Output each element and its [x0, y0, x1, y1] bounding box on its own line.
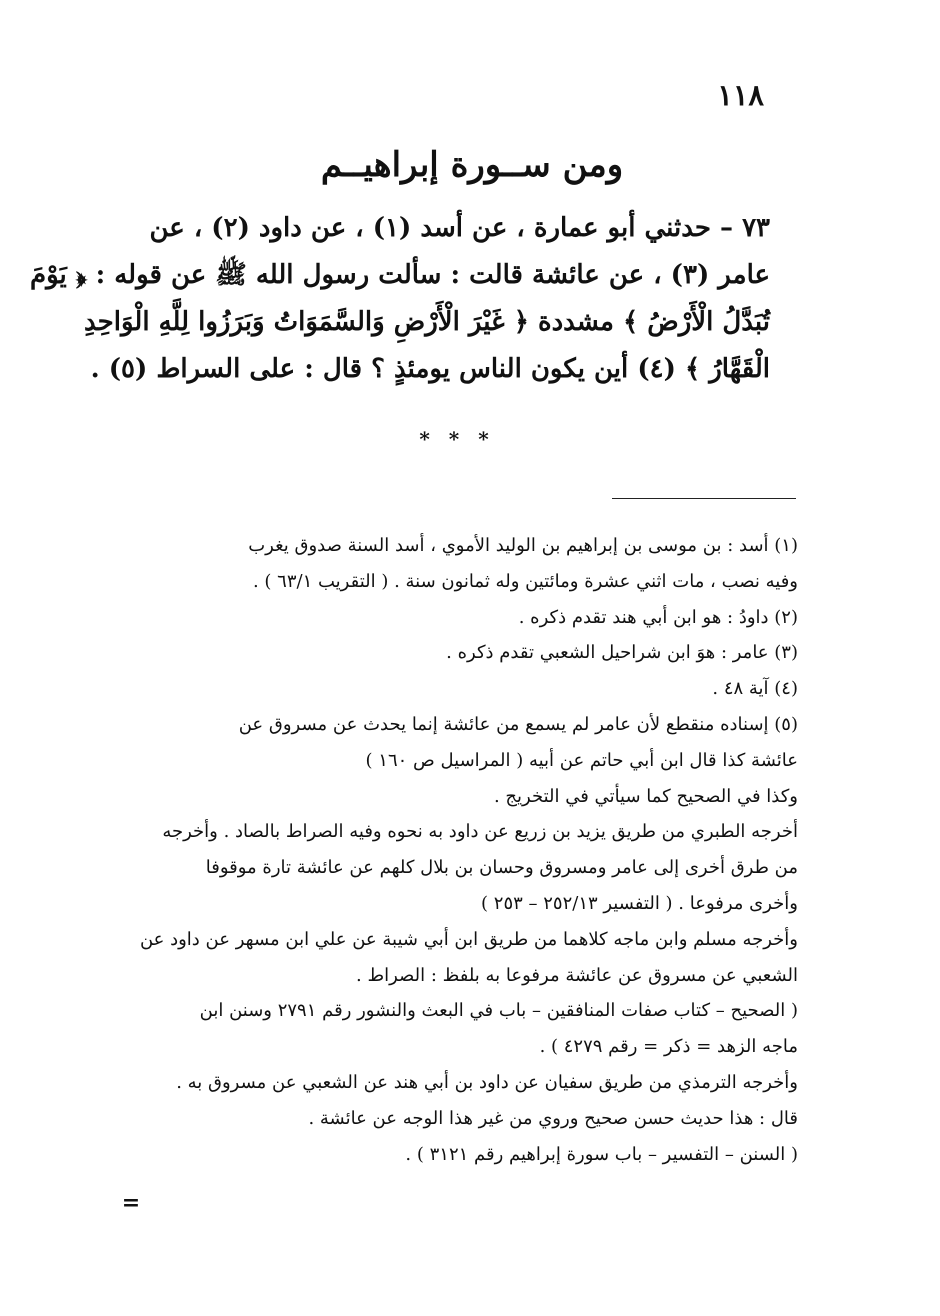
footnote-line: ماجه الزهد = ذكر = رقم ٤٢٧٩ ) .	[539, 1036, 798, 1058]
footnote-line: أخرجه الطبري من طريق يزيد بن زريع عن داود به نحوه وفيه الصراط بالصاد . وأخرجه	[162, 821, 798, 843]
footnote-line: ( السنن – التفسير – باب سورة إبراهيم رقم ٣١٢١ ) .	[405, 1143, 798, 1165]
section-separator: * * *	[419, 427, 495, 451]
hadith-line: الْقَهَّارُ ﴾ (٤) أين يكون الناس يومئذٍ ؟ قال : على السراط (٥) .	[90, 354, 770, 384]
footnote-line: ( الصحيح – كتاب صفات المنافقين – باب في البعث والنشور رقم ٢٧٩١ وسنن ابن	[199, 1000, 798, 1022]
hadith-text	[30, 205, 770, 393]
footnote-line: الشعبي عن مسروق عن عائشة مرفوعا به بلفظ : الصراط .	[356, 964, 798, 986]
footnote-line: وأخرى مرفوعا . ( التفسير ٢٥٢/١٣ – ٢٥٣ )	[481, 892, 798, 914]
footnote-line: وكذا في الصحيح كما سيأتي في التخريج .	[493, 785, 798, 807]
continued-mark: =	[121, 1190, 141, 1216]
footnote-line: وأخرجه مسلم وابن ماجه كلاهما من طريق ابن أبي شيبة عن علي ابن مسهر عن داود عن	[139, 928, 798, 950]
footnote-divider	[612, 498, 796, 500]
footnotes	[128, 528, 798, 1172]
footnote-line: (٤) آية ٤٨ .	[712, 678, 798, 700]
footnote-line: وفيه نصب ، مات اثني عشرة ومائتين وله ثمانون سنة . ( التقريب ٦٣/١ ) .	[252, 570, 798, 592]
footnote-line: قال : هذا حديث حسن صحيح وروي من غير هذا الوجه عن عائشة .	[308, 1107, 798, 1129]
page-number: ١١٨	[717, 78, 764, 112]
hadith-line: عامر (٣) ، عن عائشة قالت : سألت رسول الله ﷺ عن قوله : ﴿ يَوْمَ	[30, 260, 770, 290]
footnote-line: عائشة كذا قال ابن أبي حاتم عن أبيه ( المراسيل ص ١٦٠ )	[365, 749, 798, 771]
footnote-line: وأخرجه الترمذي من طريق سفيان عن داود بن أبي هند عن الشعبي عن مسروق به .	[176, 1071, 798, 1093]
footnote-line: (٢) داودُ : هو ابن أبي هند تقدم ذكره .	[518, 606, 798, 628]
footnote-line: (٣) عامر : هوَ ابن شراحيل الشعبي تقدم ذكره .	[446, 642, 798, 664]
footnote-line: (٥) إسناده منقطع لأن عامر لم يسمع من عائشة إنما يحدث عن مسروق عن	[238, 713, 798, 735]
footnote-line: (١) أسد : بن موسى بن إبراهيم بن الوليد الأموي ، أسد السنة صدوق يغرب	[248, 535, 798, 556]
hadith-line: ٧٣ – حدثني أبو عمارة ، عن أسد (١) ، عن داود (٢) ، عن	[149, 213, 770, 243]
chapter-title: ومن ســورة إبراهيــم	[320, 145, 624, 185]
hadith-line: تُبَدَّلُ الْأَرْضُ ﴾ مشددة ﴿ غَيْرَ الْأَرْضِ وَالسَّمَوَاتُ وَبَرَزُوا لِلَّهِ الْوَاحِدِ	[84, 307, 770, 337]
footnote-line: من طرق أخرى إلى عامر ومسروق وحسان بن بلال كلهم عن عائشة تارة موقوفا	[205, 857, 798, 879]
